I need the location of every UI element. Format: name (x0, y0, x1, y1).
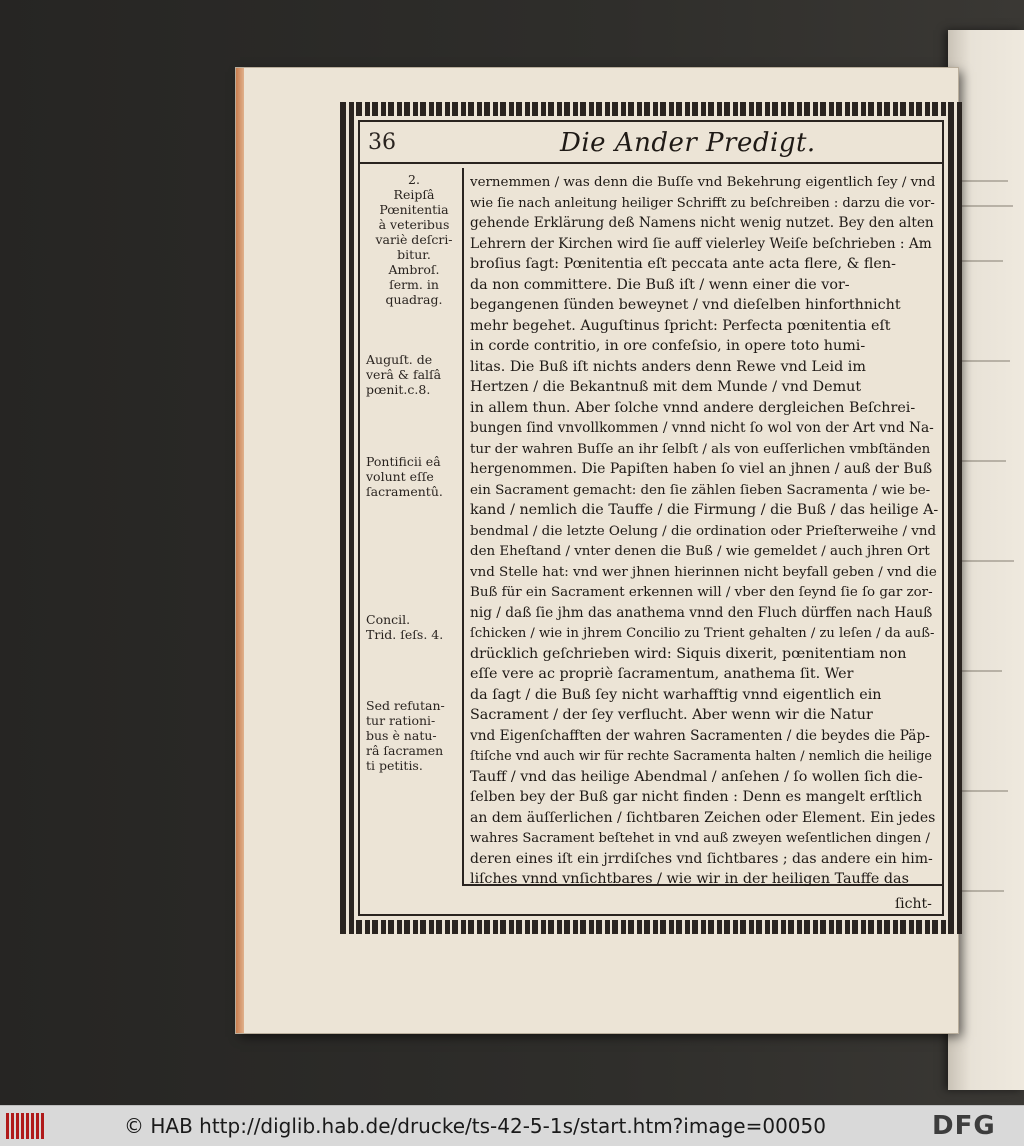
margin-note: Auguſt. de verâ & falſâ pœnit.c.8. (366, 352, 442, 397)
running-head: Die Ander Predigt. (560, 128, 816, 158)
text-line: tur der wahren Buſſe an ihr ſelbſt / als von euſſerlichen vmbſtänden (470, 441, 931, 457)
column-rule (462, 168, 464, 886)
text-line: Sacrament / der ſey verflucht. Aber wenn wir die Natur (470, 707, 873, 723)
footer-bar (0, 1105, 1024, 1146)
text-line: broſius ſagt: Pœnitentia eſt peccata ante acta flere, & flen- (470, 256, 896, 272)
page-edge (236, 68, 244, 1033)
text-line: an dem äuſſerlichen / ſichtbaren Zeichen oder Element. Ein jedes (470, 809, 936, 826)
text-line: liſches vnnd vnſichtbares / wie wir in der heiligen Tauffe das (470, 871, 909, 887)
text-line: in corde contritio, in ore confeſsio, in opere toto humi- (470, 338, 866, 354)
text-line: kand / nemlich die Tauffe / die Firmung / die Buß / das heilige A- (470, 502, 938, 518)
text-line: wahres Sacrament beſtehet in vnd auß zweyen weſentlichen dingen / (470, 831, 930, 846)
text-line: in allem thun. Aber ſolche vnnd andere dergleichen Beſchrei- (470, 399, 916, 416)
margin-note: Concil. Trid. ſeſs. 4. (366, 612, 444, 642)
text-line: wie ſie nach anleitung heiliger Schrifft zu beſchreiben : darzu die vor- (470, 195, 935, 211)
page-number: 36 (368, 130, 396, 155)
text-line: vnd Eigenſchafften der wahren Sacramenten / die beydes die Päp- (470, 727, 930, 744)
margin-note: Pontificii eâ volunt eſſe ſacramentû. (366, 454, 443, 499)
text-line: da ſagt / die Buß ſey nicht warhafftig vnnd eigentlich ein (470, 686, 882, 703)
text-line: bendmal / die letzte Oelung / die ordination oder Prieſterweihe / vnd (470, 523, 937, 539)
text-line: den Eheſtand / vnter denen die Buß / wie gemeldet / auch jhren Ort (470, 544, 930, 559)
text-line: Buß für ein Sacrament erkennen will / vber den ſeynd ſie ſo gar zor- (470, 585, 933, 600)
margin-note: Sed refutan- tur rationi- bus è natu- râ ſacramen ti petitis. (366, 698, 445, 773)
text-line: da non committere. Die Buß iſt / wenn einer die vor- (470, 276, 850, 293)
text-line: ſelben bey der Buß gar nicht finden : Denn es mangelt erſtlich (470, 789, 923, 805)
text-line: litas. Die Buß iſt nichts anders denn Rewe vnd Leid im (470, 358, 866, 375)
text-line: ſchicken / wie in jhrem Concilio zu Trient gehalten / zu leſen / da auß- (470, 626, 935, 641)
text-line: ein Sacrament gemacht: den ſie zählen ſieben Sacramenta / wie be- (470, 482, 931, 498)
text-line: ſtiſche vnd auch wir für rechte Sacramenta halten / nemlich die heilige (470, 749, 932, 764)
text-line: deren eines iſt ein jrrdiſches vnd ſichtbares ; das andere ein him- (470, 850, 933, 867)
catchword: ſicht- (895, 896, 932, 912)
text-line: Hertzen / die Bekantnuß mit dem Munde / vnd Demut (470, 379, 862, 395)
text-line: eſſe vere ac propriè ſacramentum, anathema ſit. Wer (470, 666, 854, 682)
dfg-logo: DFG (932, 1111, 996, 1141)
text-line: hergenommen. Die Papiſten haben ſo viel an jhnen / auß der Buß (470, 461, 933, 477)
margin-note: 2. Reipſâ Pœnitentia à veteribus variè deſcri- bitur. Ambroſ. ſerm. in quadrag. (375, 172, 453, 307)
footer-credit-link[interactable]: © HAB http://diglib.hab.de/drucke/ts-42-5-1s/start.htm?image=00050 (124, 1114, 826, 1138)
text-line: Tauff / vnd das heilige Abendmal / anſehen / ſo wollen ſich die- (470, 768, 923, 785)
text-line: begangenen ſünden beweynet / vnd dieſelben hinforthnicht (470, 297, 901, 313)
header-rule (358, 162, 944, 164)
text-line: vnd Stelle hat: vnd wer jhnen hierinnen nicht beyfall geben / vnd die (470, 564, 937, 580)
text-line: nig / daß ſie jhm das anathema vnnd den Fluch dürffen nach Hauß (470, 604, 933, 621)
text-line: drücklich geſchrieben wird: Siquis dixerit, pœnitentiam non (470, 645, 907, 662)
hab-logo-icon (6, 1113, 44, 1139)
text-line: gehende Erklärung deß Namens nicht wenig nutzet. Bey den alten (470, 215, 934, 231)
text-line: bungen ſind vnvollkommen / vnnd nicht ſo wol von der Art vnd Na- (470, 420, 934, 436)
text-line: mehr begehet. Auguſtinus ſpricht: Perfecta pœnitentia eſt (470, 317, 891, 334)
text-line: Lehrern der Kirchen wird ſie auff vielerley Weiſe beſchrieben : Am (470, 235, 932, 252)
text-line: vernemmen / was denn die Buſſe vnd Bekehrung eigentlich ſey / vnd (470, 175, 936, 190)
